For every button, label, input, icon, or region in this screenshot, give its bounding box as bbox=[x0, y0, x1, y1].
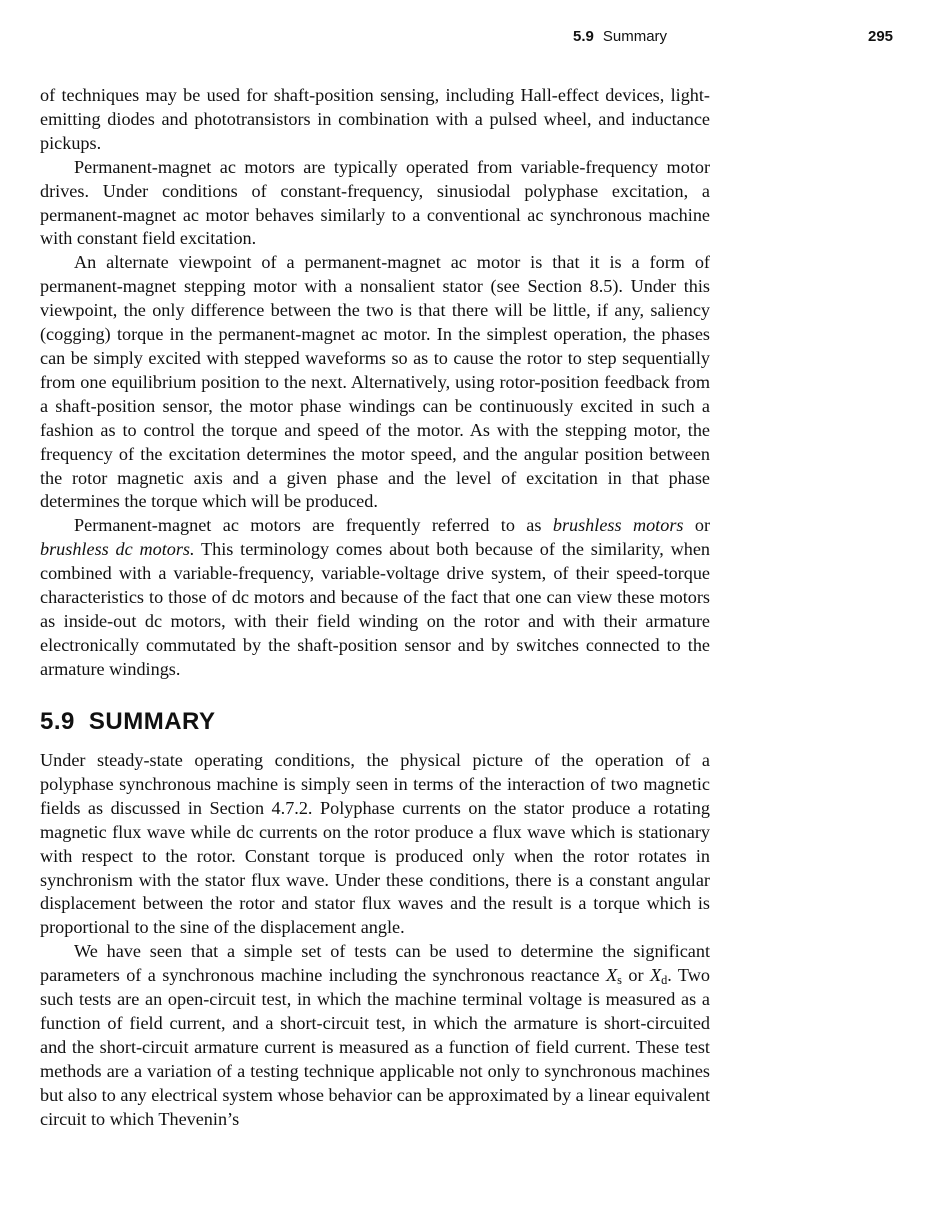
text-run: . Two such tests are an open-circuit test, in which the machine terminal voltage is measured as a function of field current, and a short-circuit test, in which the armature is short-circuited and the short-circuit armature current is measured as a function of field current. These test methods are a variation of a testing technique applicable not only to synchronous machines but also to any electrical system whose behavior can be approximated by a linear equivalent circuit to which Thevenin’s bbox=[40, 965, 710, 1129]
text-run: We have seen that a simple set of tests can be used to determine the significant parameters of a synchronous machine including the synchronous reactance bbox=[40, 941, 710, 986]
paragraph-steady-state: Under steady-state operating conditions, the physical picture of the operation of a polyphase synchronous machine is simply seen in terms of the interaction of two magnetic fields as discussed in Section 4.7.2. Polyphase currents on the stator produce a rotating magnetic flux wave while dc currents on the rotor produce a flux wave which is stationary with respect to the rotor. Constant torque is produced only when the rotor rotates in synchronism with the stator flux wave. Under these conditions, there is a constant angular displacement between the rotor and stator flux waves and the result is a torque which is proportional to the sine of the displacement angle. bbox=[40, 750, 710, 938]
continued-section-body bbox=[40, 84, 710, 682]
text-run: or bbox=[621, 965, 650, 986]
variable-x-d bbox=[649, 965, 668, 988]
running-head-section-title: Summary bbox=[602, 28, 668, 45]
term-brushless-motors: brushless motors bbox=[552, 515, 684, 536]
variable-subscript: d bbox=[661, 973, 668, 988]
text-run: This terminology comes about both because of the similarity, when combined with a variable-frequency, variable-voltage drive system, of their speed-torque characteristics to those of dc motors and because of the fact that one can view these motors as inside-out dc motors, with their field winding on the rotor and with their armature electronically commutated by the shaft-position sensor and by switches connected to the armature windings. bbox=[40, 539, 711, 679]
paragraph-brushless-terminology bbox=[40, 514, 710, 681]
variable-symbol: X bbox=[649, 965, 662, 986]
section-heading-summary bbox=[40, 708, 215, 736]
term-brushless-dc-motors: brushless dc motors. bbox=[40, 539, 195, 560]
paragraph-pm-ac-drives: Permanent-magnet ac motors are typically operated from variable-frequency motor drives. Under conditions of constant-frequency, sinusiodal polyphase excitation, a permanent-magnet ac motor behaves similarly to a conventional ac synchronous machine with constant field excitation. bbox=[40, 156, 710, 249]
paragraph-tests bbox=[40, 940, 710, 1131]
text-run: Permanent-magnet ac motors are frequently referred to as bbox=[74, 515, 553, 536]
section-heading-title: SUMMARY bbox=[88, 708, 216, 735]
paragraph-stepping-viewpoint: An alternate viewpoint of a permanent-magnet ac motor is that it is a form of permanent-magnet stepping motor with a nonsalient stator (see Section 8.5). Under this viewpoint, the only difference between the two is that there will be little, if any, saliency (cogging) torque in the permanent-magnet ac motor. In the simplest operation, the phases can be simply excited with stepped waveforms so as to cause the rotor to step sequentially from one equilibrium position to the next. Alternatively, using rotor-position feedback from a shaft-position sensor, the motor phase windings can be continuously excited in such a fashion as to control the torque and speed of the motor. As with the stepping motor, the frequency of the excitation determines the motor speed, and the angular position between the rotor magnetic axis and a given phase and the level of excitation in that phase determines the torque which will be produced. bbox=[40, 252, 710, 512]
running-head-section bbox=[573, 28, 667, 45]
page-number: 295 bbox=[868, 28, 894, 45]
paragraph-shaft-sensing: of techniques may be used for shaft-position sensing, including Hall-effect devices, light-emitting diodes and phototransistors in combination with a pulsed wheel, and inductance pickups. bbox=[40, 85, 710, 153]
variable-symbol: X bbox=[605, 965, 618, 986]
section-heading-number: 5.9 bbox=[40, 708, 75, 735]
running-head-section-number: 5.9 bbox=[573, 28, 594, 45]
text-run: or bbox=[683, 515, 711, 536]
variable-subscript: s bbox=[617, 973, 622, 988]
running-head bbox=[0, 26, 936, 50]
summary-section-body bbox=[40, 749, 710, 1132]
variable-x-s bbox=[605, 965, 622, 988]
